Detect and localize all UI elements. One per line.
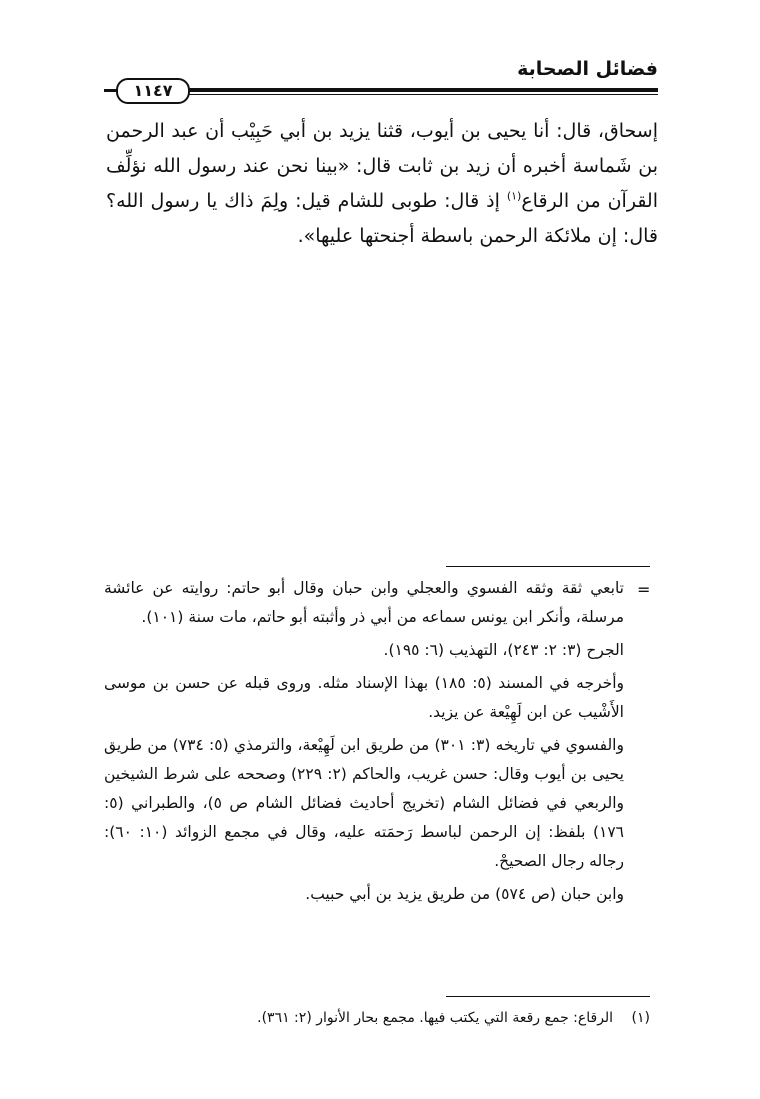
continuation-mark: = — [637, 580, 651, 599]
header-rule-thin — [176, 94, 658, 95]
running-header — [108, 58, 658, 98]
footnote-text: الرقاع: جمع رقعة التي يكتب فيها. مجمع بحار الأنوار (٢: ٣٦١). — [257, 1010, 614, 1026]
page-number: ١١٤٧ — [116, 78, 190, 104]
header-rule-thick — [176, 88, 658, 92]
main-paragraph — [106, 114, 658, 254]
note-paragraph: وأخرجه في المسند (٥: ١٨٥) بهذا الإسناد مثله. وروى قبله عن حسن بن موسى الأَشْيب عن ابن لَهِيْعة عن يزيد. — [104, 674, 625, 721]
note-paragraph: تابعي ثقة وثقه الفسوي والعجلي وابن حبان وقال أبو حاتم: روايته عن عائشة مرسلة، وأنكر ابن يونس سماعه من أبي ذر وأثبته أبو حاتم، مات سنة (١٠١). — [104, 579, 624, 626]
notes-block — [104, 574, 624, 913]
note-paragraph: الجرح (٣: ٢: ٢٤٣)، التهذيب (٦: ١٩٥). — [383, 641, 624, 659]
footnote-number: (١) — [631, 1010, 650, 1026]
main-text-part-1: إسحاق، قال: أنا يحيى بن أيوب، قثنا يزيد بن أبي حَبِيْب أن عبد الرحمن بن شَماسة أخبره أن زيد بن ثابت قال: «بينا نحن عند رسول الله نؤلِّف القرآن من الرقاع — [106, 120, 659, 212]
footnote-divider — [446, 996, 650, 997]
footnote-reference: (١) — [506, 189, 522, 203]
book-title: فضائل الصحابة — [517, 58, 658, 80]
main-text — [106, 114, 658, 254]
footnote — [200, 1006, 650, 1030]
note-paragraph: وابن حبان (ص ٥٧٤) من طريق يزيد بن أبي حبيب. — [305, 885, 624, 903]
main-text-part-2: إذ قال: طوبى للشام قيل: ولِمَ ذاك يا رسول الله؟ قال: إن ملائكة الرحمن باسطة أجنحتها عليها». — [106, 190, 658, 247]
note-paragraph: والفسوي في تاريخه (٣: ٣٠١) من طريق ابن لَهِيْعة، والترمذي (٥: ٧٣٤) من طريق يحيى بن أيوب وقال: حسن غريب، والحاكم (٢: ٢٢٩) وصححه على شرط الشيخين والربعي في فضائل الشام (تخريج أحاديث فضائل الشام ص ٥)، والطبراني (٥: ١٧٦) بلفظ: إن الرحمن لباسط رَحمَته عليه، وقال في مجمع الزوائد (١٠: ٦٠): رجاله رجال الصحيحْ. — [104, 736, 625, 870]
notes-divider — [446, 566, 650, 567]
